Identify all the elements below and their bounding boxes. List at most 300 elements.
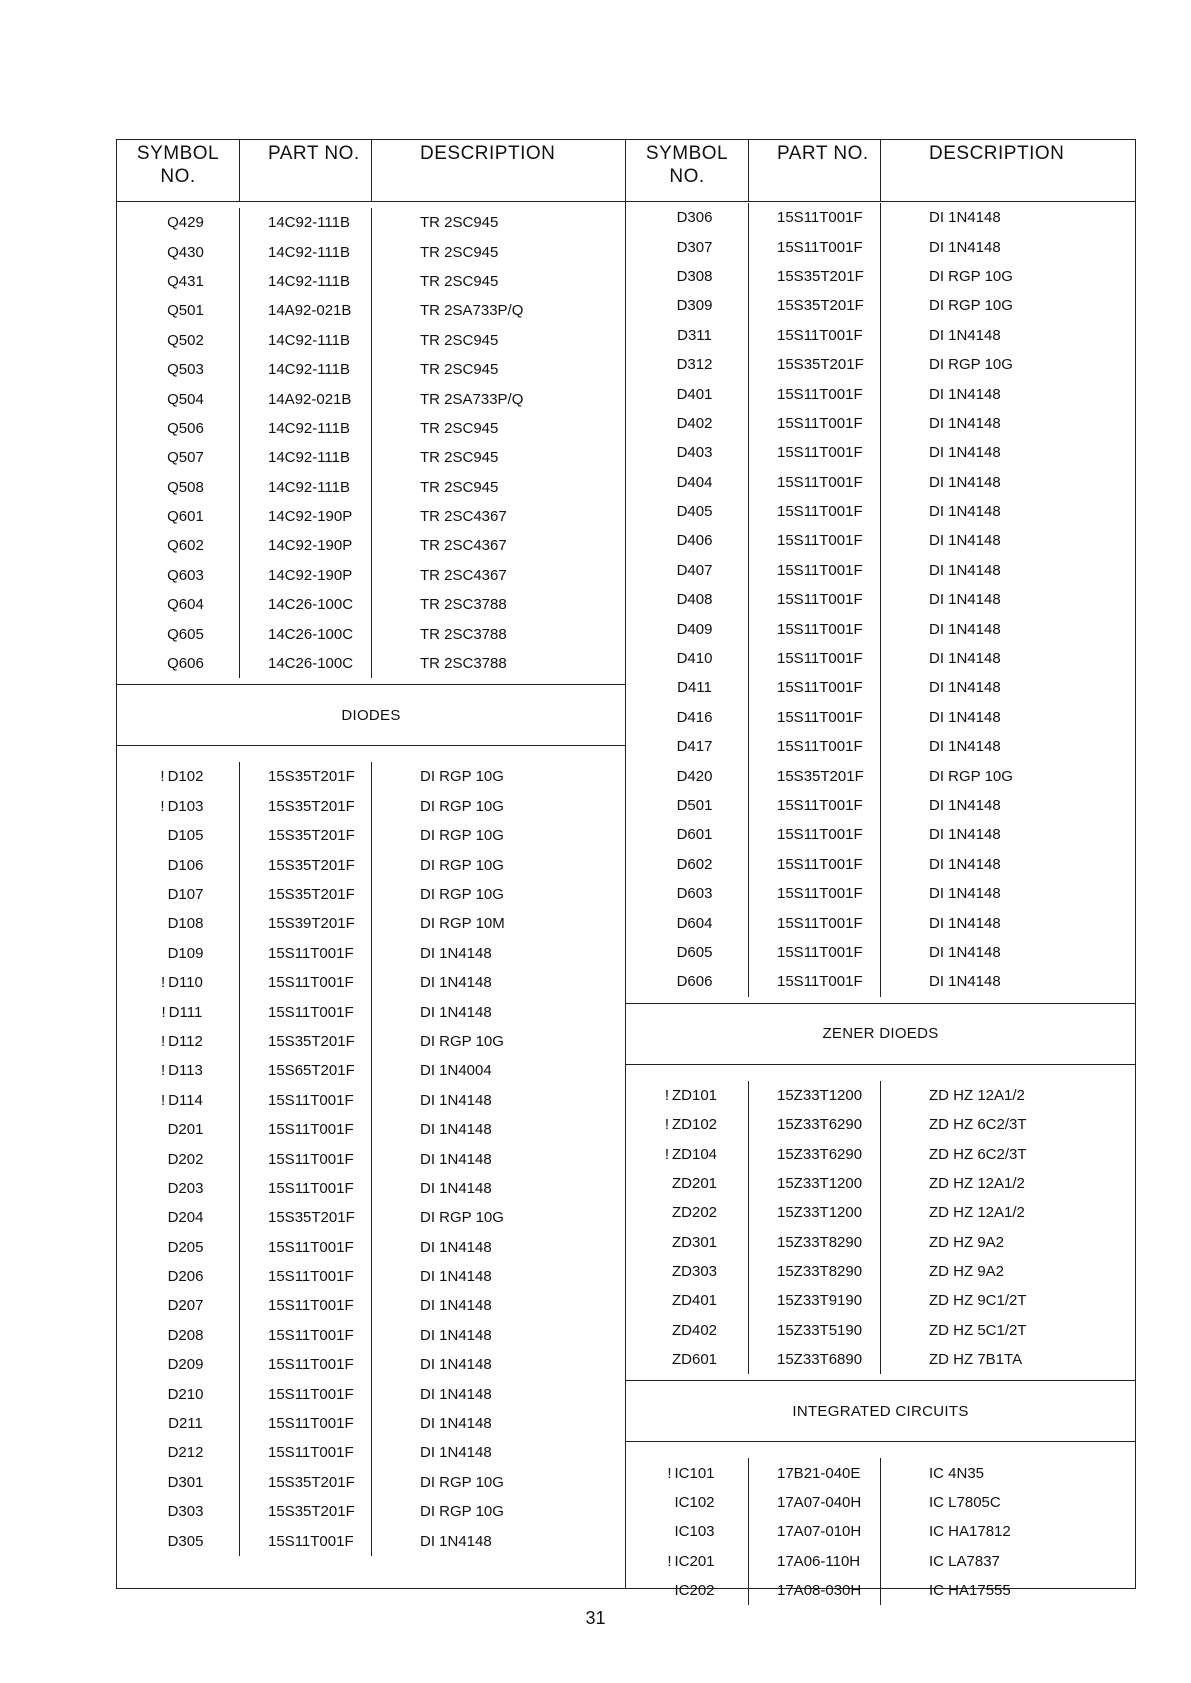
table-row bbox=[117, 821, 625, 850]
table-row bbox=[626, 379, 1135, 408]
description-cell: ZD HZ 5C1/2T bbox=[929, 1321, 1027, 1339]
symbol-text: D108 bbox=[167, 915, 204, 933]
symbol-cell bbox=[626, 1169, 749, 1198]
description-cell: DI RGP 10G bbox=[929, 356, 1013, 374]
symbol-cell bbox=[626, 1257, 749, 1286]
symbol-text: D301 bbox=[167, 1473, 204, 1491]
description-cell: DI RGP 10G bbox=[420, 1503, 504, 1521]
section-title-diodes: DIODES bbox=[117, 684, 625, 746]
table-row bbox=[626, 1286, 1135, 1315]
symbol-text: D103 bbox=[167, 797, 204, 815]
part-number-cell: 15S11T001F bbox=[749, 438, 881, 467]
symbol-cell bbox=[626, 1286, 749, 1315]
table-row bbox=[117, 384, 625, 413]
table-row bbox=[626, 850, 1135, 879]
symbol-cell bbox=[117, 1144, 240, 1173]
right-header bbox=[626, 140, 1135, 202]
part-number-cell: 15S11T001F bbox=[240, 1233, 372, 1262]
part-number-cell: 15Z33T1200 bbox=[749, 1198, 881, 1227]
symbol-text: D409 bbox=[676, 620, 713, 638]
header-description: DESCRIPTION bbox=[420, 143, 556, 164]
symbol-text: D208 bbox=[167, 1326, 204, 1344]
description-cell: DI 1N4148 bbox=[420, 1179, 492, 1197]
table-row bbox=[117, 267, 625, 296]
description-cell: TR 2SC945 bbox=[420, 331, 499, 349]
part-number-cell: 15S35T201F bbox=[240, 1468, 372, 1497]
table-row bbox=[117, 1086, 625, 1115]
symbol-text: ZD102 bbox=[671, 1116, 718, 1134]
symbol-cell bbox=[626, 585, 749, 614]
section-title-zener: ZENER DIOEDS bbox=[626, 1003, 1135, 1065]
table-row bbox=[626, 1576, 1135, 1605]
part-number-cell: 15Z33T5190 bbox=[749, 1316, 881, 1345]
symbol-text: D605 bbox=[676, 943, 713, 961]
part-number-cell: 14C92-111B bbox=[240, 326, 372, 355]
symbol-cell bbox=[626, 1139, 749, 1168]
symbol-text: Q601 bbox=[167, 508, 204, 526]
description-cell: DI 1N4148 bbox=[929, 532, 1001, 550]
description-cell: DI 1N4148 bbox=[420, 1356, 492, 1374]
symbol-text: D404 bbox=[676, 473, 713, 491]
symbol-cell bbox=[117, 414, 240, 443]
table-row bbox=[117, 880, 625, 909]
symbol-text: ZD402 bbox=[671, 1321, 718, 1339]
symbol-cell bbox=[117, 1321, 240, 1350]
description-cell: DI 1N4148 bbox=[929, 885, 1001, 903]
table-row bbox=[626, 203, 1135, 232]
description-cell: DI 1N4148 bbox=[929, 679, 1001, 697]
table-row bbox=[117, 414, 625, 443]
symbol-cell bbox=[117, 1086, 240, 1115]
table-row bbox=[117, 502, 625, 531]
symbol-text: D601 bbox=[676, 826, 713, 844]
symbol-text: IC101 bbox=[674, 1464, 715, 1482]
symbol-cell bbox=[117, 208, 240, 237]
symbol-cell bbox=[626, 673, 749, 702]
safety-mark: ! bbox=[160, 1091, 166, 1109]
part-number-cell: 15S11T001F bbox=[240, 1262, 372, 1291]
part-number-cell: 15S11T001F bbox=[749, 379, 881, 408]
symbol-cell bbox=[117, 619, 240, 648]
description-cell: ZD HZ 9A2 bbox=[929, 1233, 1005, 1251]
symbol-cell bbox=[626, 938, 749, 967]
ic-rows bbox=[626, 1458, 1135, 1605]
part-number-cell: 15S11T001F bbox=[240, 997, 372, 1026]
table-row bbox=[626, 614, 1135, 643]
symbol-text: D410 bbox=[676, 650, 713, 668]
description-cell: TR 2SC945 bbox=[420, 243, 499, 261]
parts-list-table bbox=[116, 139, 1136, 1600]
symbol-text: D107 bbox=[167, 886, 204, 903]
description-cell: TR 2SC945 bbox=[420, 419, 499, 437]
safety-mark: ! bbox=[160, 797, 165, 815]
symbol-cell bbox=[626, 1345, 749, 1374]
symbol-cell bbox=[117, 1409, 240, 1438]
symbol-cell bbox=[117, 1438, 240, 1467]
part-number-cell: 15Z33T6290 bbox=[749, 1110, 881, 1139]
description-cell: DI 1N4148 bbox=[420, 1268, 492, 1286]
symbol-text: D112 bbox=[168, 1032, 203, 1050]
part-number-cell: 15S35T201F bbox=[749, 291, 881, 320]
symbol-text: D114 bbox=[168, 1091, 203, 1109]
symbol-text: D203 bbox=[167, 1179, 204, 1197]
symbol-text: ZD301 bbox=[671, 1233, 718, 1251]
table-row bbox=[117, 326, 625, 355]
symbol-text: D111 bbox=[168, 1003, 203, 1021]
description-cell: TR 2SA733P/Q bbox=[420, 390, 524, 408]
description-cell: DI 1N4148 bbox=[420, 1385, 492, 1403]
page-number: 31 bbox=[585, 1608, 606, 1628]
table-row bbox=[117, 619, 625, 648]
table-row bbox=[626, 1517, 1135, 1546]
part-number-cell: 15S11T001F bbox=[240, 1379, 372, 1408]
symbol-text: D204 bbox=[167, 1209, 204, 1227]
symbol-cell bbox=[117, 473, 240, 502]
symbol-text: Q504 bbox=[167, 390, 204, 408]
description-cell: ZD HZ 12A1/2 bbox=[929, 1204, 1025, 1222]
symbol-text: D209 bbox=[167, 1356, 204, 1374]
table-row bbox=[117, 1468, 625, 1497]
table-row bbox=[626, 703, 1135, 732]
symbol-cell bbox=[117, 909, 240, 938]
table-row bbox=[117, 296, 625, 325]
table-row bbox=[117, 792, 625, 821]
symbol-text: ZD303 bbox=[671, 1263, 718, 1281]
description-cell: DI 1N4148 bbox=[929, 444, 1001, 462]
symbol-cell bbox=[626, 526, 749, 555]
table-row bbox=[626, 321, 1135, 350]
part-number-cell: 14C92-190P bbox=[240, 531, 372, 560]
description-cell: DI 1N4148 bbox=[929, 797, 1001, 814]
part-number-cell: 15S11T001F bbox=[749, 703, 881, 732]
symbol-cell bbox=[117, 880, 240, 909]
symbol-cell bbox=[117, 1027, 240, 1056]
description-cell: ZD HZ 12A1/2 bbox=[929, 1174, 1025, 1192]
part-number-cell: 15Z33T8290 bbox=[749, 1228, 881, 1257]
symbol-text: D207 bbox=[167, 1297, 204, 1315]
part-number-cell: 15S11T001F bbox=[240, 1438, 372, 1467]
description-cell: DI 1N4148 bbox=[420, 1415, 492, 1433]
table-row bbox=[117, 561, 625, 590]
part-number-cell: 15S35T201F bbox=[749, 262, 881, 291]
symbol-cell bbox=[626, 879, 749, 908]
table-row bbox=[117, 1526, 625, 1555]
description-cell: DI 1N4148 bbox=[929, 385, 1001, 403]
symbol-cell bbox=[117, 1115, 240, 1144]
description-cell: DI 1N4148 bbox=[420, 1003, 492, 1021]
symbol-cell bbox=[117, 355, 240, 384]
description-cell: TR 2SC945 bbox=[420, 361, 499, 379]
table-row bbox=[117, 1056, 625, 1085]
table-row bbox=[117, 531, 625, 560]
symbol-text: D305 bbox=[167, 1532, 204, 1550]
table-row bbox=[626, 1547, 1135, 1576]
symbol-text: D309 bbox=[676, 297, 713, 315]
symbol-cell bbox=[626, 468, 749, 497]
part-number-cell: 15S11T001F bbox=[749, 879, 881, 908]
description-cell: DI 1N4148 bbox=[929, 326, 1001, 344]
description-cell: DI 1N4148 bbox=[929, 826, 1001, 844]
description-cell: DI 1N4148 bbox=[929, 738, 1001, 756]
symbol-cell bbox=[626, 644, 749, 673]
symbol-text: Q604 bbox=[167, 596, 204, 614]
symbol-text: D420 bbox=[676, 767, 713, 785]
description-cell: DI 1N4148 bbox=[420, 1091, 492, 1109]
symbol-text: Q606 bbox=[167, 655, 204, 673]
part-number-cell: 15S11T001F bbox=[749, 526, 881, 555]
description-cell: ZD HZ 9A2 bbox=[929, 1263, 1005, 1281]
part-number-cell: 15S11T001F bbox=[749, 232, 881, 261]
part-number-cell: 15S11T001F bbox=[240, 1174, 372, 1203]
header-description: DESCRIPTION bbox=[929, 143, 1065, 164]
symbol-text: D405 bbox=[676, 503, 713, 521]
safety-mark: ! bbox=[664, 1086, 669, 1104]
safety-mark: ! bbox=[160, 1032, 166, 1050]
part-number-cell: 15S11T001F bbox=[749, 850, 881, 879]
symbol-text: D102 bbox=[167, 768, 204, 786]
description-cell: ZD HZ 12A1/2 bbox=[929, 1086, 1025, 1104]
table-row bbox=[626, 938, 1135, 967]
description-cell: DI 1N4148 bbox=[420, 944, 492, 962]
symbol-cell bbox=[626, 1488, 749, 1517]
part-number-cell: 15S11T001F bbox=[749, 556, 881, 585]
symbol-text: Q503 bbox=[167, 361, 204, 379]
symbol-text: D106 bbox=[167, 856, 204, 874]
description-cell: TR 2SC4367 bbox=[420, 508, 507, 526]
part-number-cell: 15S11T001F bbox=[240, 968, 372, 997]
symbol-cell bbox=[117, 443, 240, 472]
part-number-cell: 15S65T201F bbox=[240, 1056, 372, 1085]
symbol-cell bbox=[117, 1497, 240, 1526]
symbol-cell bbox=[626, 761, 749, 790]
part-number-cell: 14C26-100C bbox=[240, 649, 372, 678]
part-number-cell: 15S11T001F bbox=[240, 1115, 372, 1144]
description-cell: ZD HZ 7B1TA bbox=[929, 1351, 1023, 1369]
symbol-cell bbox=[626, 321, 749, 350]
part-number-cell: 14C26-100C bbox=[240, 590, 372, 619]
part-number-cell: 14C92-190P bbox=[240, 502, 372, 531]
symbol-text: IC102 bbox=[674, 1494, 715, 1512]
description-cell: DI RGP 10G bbox=[929, 297, 1013, 315]
part-number-cell: 15S35T201F bbox=[240, 1027, 372, 1056]
part-number-cell: 15S11T001F bbox=[749, 497, 881, 526]
part-number-cell: 15S11T001F bbox=[749, 468, 881, 497]
table-row bbox=[117, 1144, 625, 1173]
symbol-cell bbox=[117, 326, 240, 355]
symbol-cell bbox=[117, 939, 240, 968]
symbol-text: D408 bbox=[676, 591, 713, 609]
description-cell: DI 1N4148 bbox=[420, 1532, 492, 1550]
symbol-cell bbox=[117, 590, 240, 619]
symbol-text: D303 bbox=[167, 1503, 204, 1521]
table-row bbox=[117, 1379, 625, 1408]
symbol-cell bbox=[117, 1203, 240, 1232]
table-row bbox=[117, 1233, 625, 1262]
part-number-cell: 14C92-111B bbox=[240, 414, 372, 443]
symbol-text: ZD201 bbox=[671, 1174, 718, 1192]
header-symbol: SYMBOL NO. bbox=[626, 140, 749, 201]
table-row bbox=[626, 967, 1135, 996]
table-row bbox=[626, 1228, 1135, 1257]
symbol-cell bbox=[117, 1233, 240, 1262]
symbol-cell bbox=[626, 908, 749, 937]
part-number-cell: 15S11T001F bbox=[240, 1350, 372, 1379]
symbol-text: IC202 bbox=[674, 1582, 715, 1600]
table-row bbox=[626, 791, 1135, 820]
description-cell: DI 1N4148 bbox=[929, 209, 1001, 227]
table-row bbox=[117, 1174, 625, 1203]
table-row bbox=[117, 850, 625, 879]
symbol-cell bbox=[117, 762, 240, 791]
symbol-cell bbox=[626, 732, 749, 761]
table-row bbox=[626, 585, 1135, 614]
symbol-text: Q507 bbox=[167, 449, 204, 467]
table-row bbox=[117, 939, 625, 968]
transistor-rows bbox=[117, 208, 625, 678]
description-cell: TR 2SC3788 bbox=[420, 596, 507, 614]
description-cell: DI 1N4004 bbox=[420, 1062, 492, 1080]
part-number-cell: 15S35T201F bbox=[749, 761, 881, 790]
symbol-text: D205 bbox=[167, 1238, 204, 1256]
symbol-cell bbox=[117, 1526, 240, 1555]
part-number-cell: 15S35T201F bbox=[240, 1203, 372, 1232]
table-row bbox=[626, 1081, 1135, 1110]
description-cell: TR 2SC3788 bbox=[420, 655, 507, 673]
symbol-cell bbox=[626, 379, 749, 408]
table-row bbox=[117, 208, 625, 237]
symbol-cell bbox=[626, 232, 749, 261]
table-row bbox=[626, 468, 1135, 497]
part-number-cell: 14A92-021B bbox=[240, 296, 372, 325]
table-row bbox=[626, 1139, 1135, 1168]
part-number-cell: 15S11T001F bbox=[749, 791, 881, 820]
description-cell: DI 1N4148 bbox=[929, 620, 1001, 638]
table-row bbox=[626, 1110, 1135, 1139]
part-number-cell: 15S11T001F bbox=[749, 908, 881, 937]
header-part: PART NO. bbox=[240, 140, 372, 201]
table-row bbox=[117, 590, 625, 619]
symbol-text: D406 bbox=[676, 532, 713, 550]
table-row bbox=[626, 1169, 1135, 1198]
symbol-text: D416 bbox=[676, 708, 713, 726]
description-cell: TR 2SC4367 bbox=[420, 537, 507, 555]
part-number-cell: 15S11T001F bbox=[749, 673, 881, 702]
table-row bbox=[117, 997, 625, 1026]
left-column bbox=[117, 140, 626, 1588]
symbol-cell bbox=[626, 967, 749, 996]
table-row bbox=[626, 644, 1135, 673]
part-number-cell: 14C92-111B bbox=[240, 355, 372, 384]
table-row bbox=[626, 879, 1135, 908]
symbol-cell bbox=[626, 1576, 749, 1605]
table-row bbox=[117, 1262, 625, 1291]
symbol-cell bbox=[117, 1379, 240, 1408]
description-cell: TR 2SA733P/Q bbox=[420, 302, 524, 320]
part-number-cell: 15S35T201F bbox=[240, 762, 372, 791]
symbol-cell bbox=[626, 1228, 749, 1257]
symbol-text: D411 bbox=[677, 679, 712, 697]
symbol-cell bbox=[626, 203, 749, 232]
symbol-cell bbox=[626, 703, 749, 732]
symbol-text: D212 bbox=[167, 1444, 204, 1462]
symbol-cell bbox=[117, 296, 240, 325]
symbol-cell bbox=[117, 1468, 240, 1497]
table-row bbox=[626, 820, 1135, 849]
part-number-cell: 15S35T201F bbox=[749, 350, 881, 379]
symbol-cell bbox=[626, 1458, 749, 1487]
description-cell: DI 1N4148 bbox=[420, 1326, 492, 1344]
table-row bbox=[626, 262, 1135, 291]
description-cell: IC L7805C bbox=[929, 1494, 1001, 1512]
description-cell: DI RGP 10G bbox=[420, 886, 504, 903]
symbol-text: D206 bbox=[167, 1268, 204, 1286]
part-number-cell: 17A08-030H bbox=[749, 1576, 881, 1605]
symbol-cell bbox=[117, 792, 240, 821]
description-cell: DI 1N4148 bbox=[929, 914, 1001, 932]
part-number-cell: 15S11T001F bbox=[749, 203, 881, 232]
part-number-cell: 15S11T001F bbox=[749, 967, 881, 996]
description-cell: DI 1N4148 bbox=[929, 503, 1001, 521]
symbol-cell bbox=[117, 1262, 240, 1291]
table-row bbox=[117, 443, 625, 472]
description-cell: DI RGP 10G bbox=[929, 267, 1013, 285]
description-cell: TR 2SC4367 bbox=[420, 566, 507, 584]
part-number-cell: 14C92-111B bbox=[240, 237, 372, 266]
symbol-text: Q502 bbox=[167, 331, 204, 349]
description-cell: DI 1N4148 bbox=[420, 1444, 492, 1462]
symbol-text: Q603 bbox=[167, 566, 204, 584]
part-number-cell: 15S35T201F bbox=[240, 880, 372, 909]
part-number-cell: 14C92-111B bbox=[240, 208, 372, 237]
table-row bbox=[626, 1198, 1135, 1227]
symbol-cell bbox=[117, 1056, 240, 1085]
symbol-text: D311 bbox=[677, 326, 712, 344]
part-number-cell: 15S35T201F bbox=[240, 792, 372, 821]
symbol-cell bbox=[117, 1350, 240, 1379]
safety-mark: ! bbox=[664, 1145, 669, 1163]
symbol-text: Q602 bbox=[167, 537, 204, 555]
description-cell: DI 1N4148 bbox=[929, 855, 1001, 873]
description-cell: IC HA17812 bbox=[929, 1523, 1011, 1541]
symbol-text: Q431 bbox=[167, 272, 204, 290]
part-number-cell: 15S11T001F bbox=[240, 1526, 372, 1555]
table-row bbox=[626, 1316, 1135, 1345]
description-cell: DI 1N4148 bbox=[929, 561, 1001, 579]
symbol-text: D407 bbox=[676, 561, 713, 579]
part-number-cell: 14C92-190P bbox=[240, 561, 372, 590]
part-number-cell: 14C92-111B bbox=[240, 473, 372, 502]
safety-mark: ! bbox=[667, 1552, 672, 1570]
description-cell: DI 1N4148 bbox=[420, 1150, 492, 1168]
symbol-text: D403 bbox=[676, 444, 713, 462]
description-cell: DI 1N4148 bbox=[929, 650, 1001, 668]
description-cell: DI 1N4148 bbox=[420, 1121, 492, 1139]
symbol-text: ZD202 bbox=[671, 1204, 718, 1222]
symbol-text: ZD601 bbox=[671, 1351, 718, 1369]
symbol-text: Q501 bbox=[167, 302, 204, 320]
table-row bbox=[117, 237, 625, 266]
table-row bbox=[117, 1321, 625, 1350]
zener-rows bbox=[626, 1081, 1135, 1375]
part-number-cell: 15S11T001F bbox=[240, 1291, 372, 1320]
description-cell: DI 1N4148 bbox=[929, 943, 1001, 961]
symbol-text: D606 bbox=[676, 973, 713, 991]
symbol-cell bbox=[626, 850, 749, 879]
table-row bbox=[626, 761, 1135, 790]
symbol-cell bbox=[117, 267, 240, 296]
part-number-cell: 15Z33T1200 bbox=[749, 1081, 881, 1110]
symbol-text: D210 bbox=[167, 1385, 204, 1403]
